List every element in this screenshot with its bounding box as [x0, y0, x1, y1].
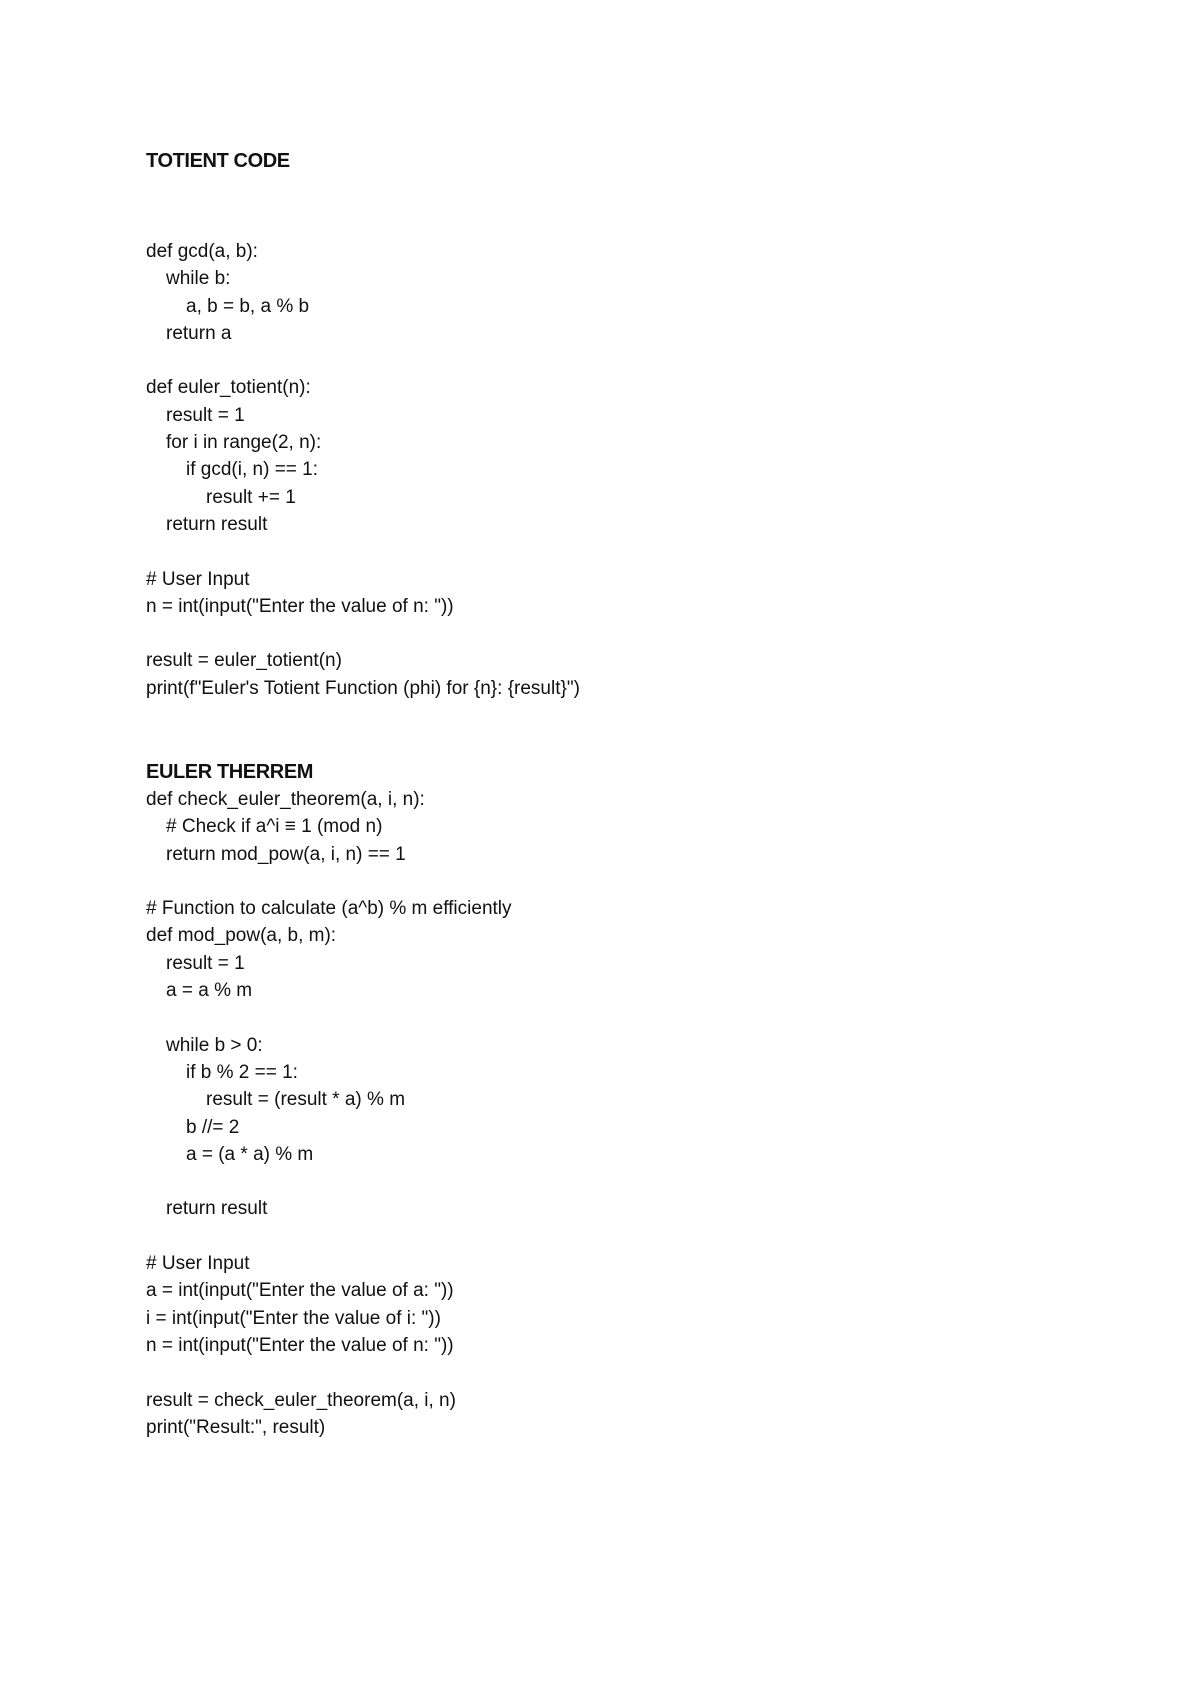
blank-line [146, 620, 1126, 647]
blank-line [146, 868, 1126, 895]
totient-section-heading-block [146, 148, 1126, 175]
code-line: return result [166, 1198, 268, 1220]
code-line: n = int(input("Enter the value of n: ")) [146, 595, 454, 617]
code-line: b //= 2 [186, 1116, 240, 1138]
totient-section-heading: TOTIENT CODE [146, 150, 290, 172]
code-line: a, b = b, a % b [186, 295, 310, 317]
code-line: def euler_totient(n): [146, 377, 311, 399]
euler-section-heading-block [146, 759, 1126, 786]
code-line: while b > 0: [166, 1034, 263, 1056]
code-line: def mod_pow(a, b, m): [146, 925, 337, 947]
code-line: # Function to calculate (a^b) % m efficiently [146, 898, 512, 920]
code-line: result = 1 [166, 404, 245, 426]
code-line: print("Result:", result) [146, 1416, 326, 1438]
code-line: a = (a * a) % m [186, 1143, 314, 1165]
blank-line [146, 1004, 1126, 1031]
euler-section-heading: EULER THERREM [146, 761, 314, 783]
blank-line [146, 1168, 1126, 1195]
code-line: result += 1 [206, 486, 296, 508]
code-line: result = euler_totient(n) [146, 650, 342, 672]
code-line: result = 1 [166, 952, 245, 974]
code-line: a = a % m [166, 980, 253, 1002]
code-line: a = int(input("Enter the value of a: ")) [146, 1280, 454, 1302]
code-line: for i in range(2, n): [166, 432, 322, 454]
code-line: n = int(input("Enter the value of n: ")) [146, 1334, 454, 1356]
blank-line [146, 1359, 1126, 1386]
code-line: result = (result * a) % m [206, 1089, 406, 1111]
totient-code-block [146, 238, 1126, 702]
code-line: # User Input [146, 1253, 250, 1275]
code-line: return result [166, 513, 268, 535]
blank-line [146, 1223, 1126, 1250]
code-line: if b % 2 == 1: [186, 1061, 298, 1083]
blank-line [146, 347, 1126, 374]
code-line: def check_euler_theorem(a, i, n): [146, 789, 425, 810]
code-line: return a [166, 322, 232, 344]
code-line: def gcd(a, b): [146, 241, 258, 262]
euler-code-block [146, 786, 1126, 1441]
code-line: # Check if a^i ≡ 1 (mod n) [166, 816, 383, 838]
code-line: return mod_pow(a, i, n) == 1 [166, 843, 406, 865]
blank-line [146, 538, 1126, 565]
code-line: i = int(input("Enter the value of i: ")) [146, 1307, 441, 1329]
code-line: # User Input [146, 568, 250, 590]
code-line: result = check_euler_theorem(a, i, n) [146, 1389, 456, 1411]
code-line: print(f"Euler's Totient Function (phi) for {n}: {result}") [146, 677, 580, 699]
code-line: while b: [166, 268, 231, 290]
code-line: if gcd(i, n) == 1: [186, 459, 319, 481]
